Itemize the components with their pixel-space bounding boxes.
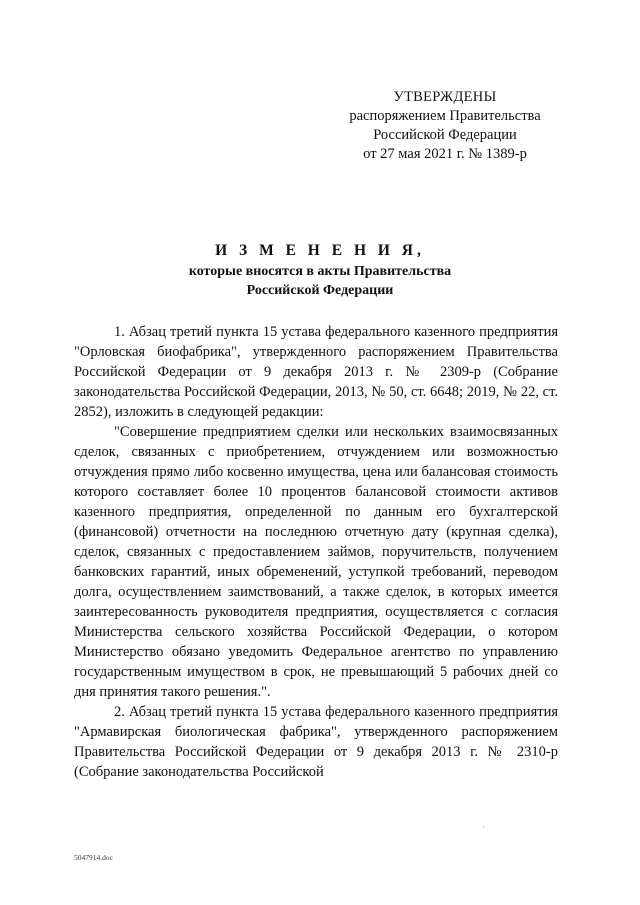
document-heading xyxy=(0,240,640,300)
approval-stamp xyxy=(330,88,560,164)
approval-line-date-number: от 27 мая 2021 г. № 1389-р xyxy=(363,146,527,162)
scan-speck xyxy=(483,826,484,827)
document-body xyxy=(74,322,558,782)
heading-subtitle-line2: Российской Федерации xyxy=(246,283,394,298)
approval-line-country: Российской Федерации xyxy=(373,127,517,143)
document-file-code: 5047914.doc xyxy=(74,853,113,862)
paragraph-quoted-text: "Совершение предприятием сделки или нескольких взаимосвязанных сделок, связанных с приобретением, отчуждением или возможностью отчуждения прямо либо косвенно имущества, цена или балансовая стоимость которого составляет более 10 процентов балансовой стоимости активов казенного предприятия, определенной по данным его бухгалтерской (финансовой) отчетности на последнюю отчетную дату (крупная сделка), сделок, связанных с предоставлением займов, поручительств, получением банковских гарантий, иных обременений, уступкой требований, переводом долга, осуществлением заимствований, а также сделок, в которых имеется заинтересованность руководителя предприятия, осуществляется с согласия Министерства сельского хозяйства Российской Федерации, о котором Министерство обязано уведомить Федеральное агентство по управлению государственным имуществом в срок, не превышающий 5 рабочих дней со дня принятия такого решения.". xyxy=(74,424,558,700)
heading-title: И З М Е Н Е Н И Я, xyxy=(215,242,425,259)
approval-line-authority: распоряжением Правительства xyxy=(349,108,541,124)
paragraph-item-2: 2. Абзац третий пункта 15 устава федерального казенного предприятия "Армавирская биологическая фабрика", утвержденного распоряжением Правительства Российской Федерации от 9 декабря 2013 г. № 2310-р (Собрание законодательства Российской xyxy=(74,704,558,780)
paragraph-item-1: 1. Абзац третий пункта 15 устава федерального казенного предприятия "Орловская биофабрика", утвержденного распоряжением Правительства Российской Федерации от 9 декабря 2013 г. № 2309-р (Собрание законодательства Российской Федерации, 2013, № 50, ст. 6648; 2019, № 22, ст. 2852), изложить в следующей редакции: xyxy=(74,324,558,420)
approval-title: УТВЕРЖДЕНЫ xyxy=(393,89,497,105)
heading-subtitle-line1: которые вносятся в акты Правительства xyxy=(188,264,452,279)
